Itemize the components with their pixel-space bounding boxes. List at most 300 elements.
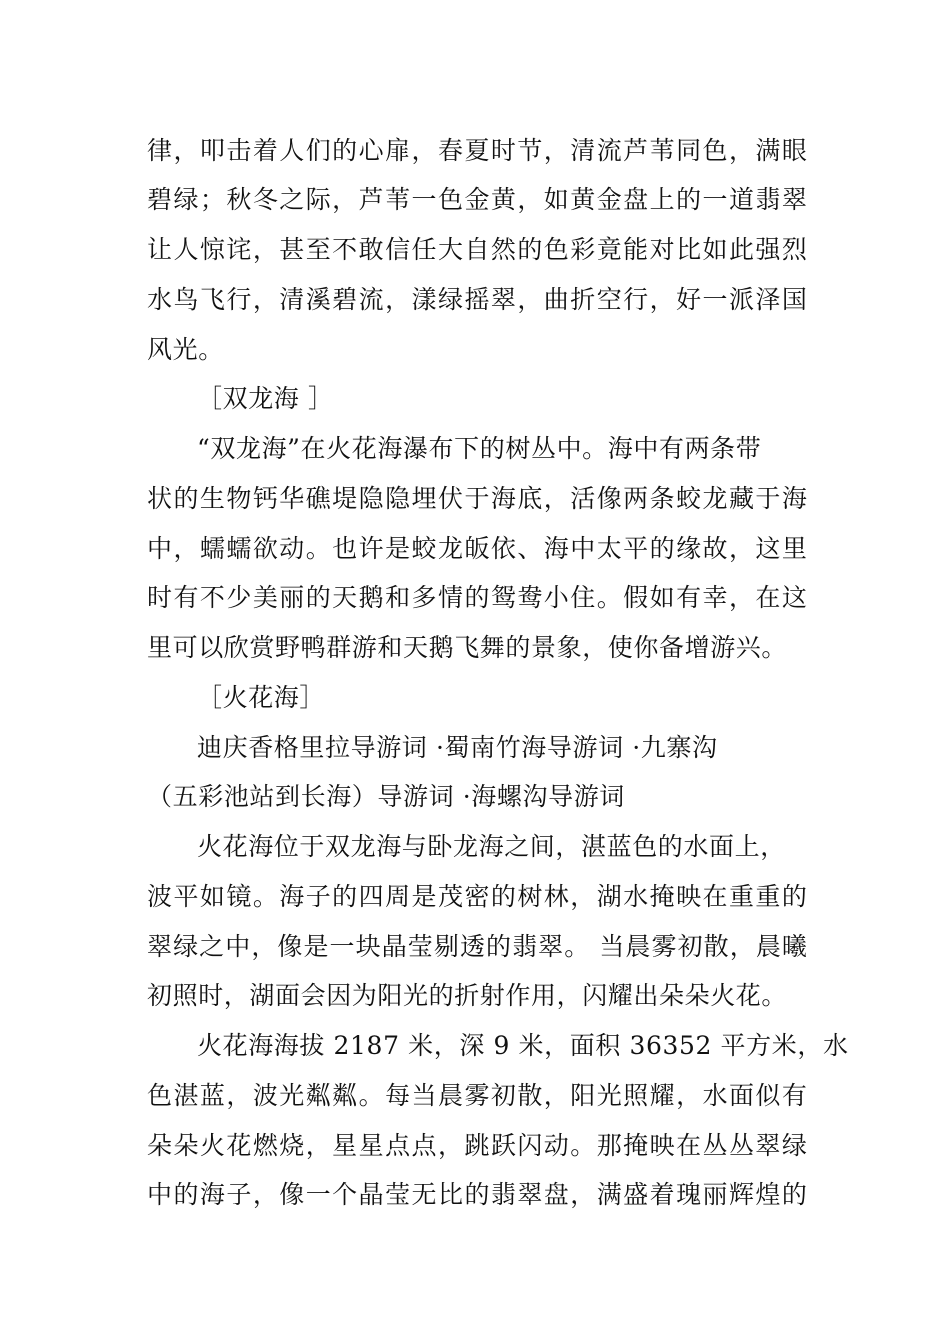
glyph: 星 [332, 1131, 358, 1160]
glyph: 甚 [279, 235, 305, 264]
glyph: 击 [226, 136, 252, 165]
glyph: 曲 [543, 285, 569, 314]
glyph [590, 931, 598, 963]
glyph: 幸 [702, 583, 728, 612]
glyph: 漾 [411, 285, 437, 314]
glyph: 信 [385, 235, 411, 264]
glyph: 。 [570, 1131, 596, 1160]
glyph: ， [676, 1081, 702, 1110]
glyph: 之 [199, 932, 225, 961]
glyph: ， [226, 1081, 252, 1110]
glyph: 密 [464, 882, 490, 911]
glyph: 水 [623, 882, 649, 911]
glyph: 面 [728, 1081, 754, 1110]
glyph: 鸳 [490, 583, 516, 612]
glyph: 礁 [305, 484, 331, 513]
glyph: 伏 [437, 484, 463, 513]
text-line [147, 284, 807, 316]
glyph: 似 [755, 1081, 781, 1110]
glyph: 无 [411, 1180, 437, 1209]
glyph: 翠 [538, 932, 564, 961]
glyph: 着 [649, 1180, 675, 1209]
glyph: ， [517, 285, 543, 314]
glyph: 的 [332, 136, 358, 165]
glyph: 中 [147, 534, 173, 563]
glyph: ， [385, 285, 411, 314]
glyph: 的 [464, 1180, 490, 1209]
glyph: 大 [437, 235, 463, 264]
glyph: 彩 [570, 235, 596, 264]
glyph: 四 [358, 882, 384, 911]
glyph: 少 [226, 583, 252, 612]
glyph: 火 [199, 1131, 225, 1160]
glyph: 是 [303, 932, 329, 961]
related-links-line: 迪庆香格里拉导游词 ·蜀南竹海导游词 ·九寨沟 [197, 733, 718, 762]
glyph: 冬 [252, 185, 278, 214]
glyph: 翡 [755, 185, 781, 214]
glyph: 色 [147, 1081, 173, 1110]
glyph: 道 [728, 185, 754, 214]
glyph: 让 [147, 235, 173, 264]
glyph: ， [649, 285, 675, 314]
glyph: 行 [623, 285, 649, 314]
glyph: 烧 [279, 1131, 305, 1160]
glyph: 在 [755, 583, 781, 612]
glyph: 个 [332, 1180, 358, 1209]
glyph: 然 [490, 235, 516, 264]
glyph: 竟 [596, 235, 622, 264]
glyph: 律 [147, 136, 173, 165]
text-line [147, 881, 807, 913]
glyph: 不 [332, 235, 358, 264]
glyph: 同 [676, 136, 702, 165]
glyph: 煌 [755, 1180, 781, 1209]
glyph: ， [728, 583, 754, 612]
glyph: 色 [437, 185, 463, 214]
glyph: 比 [437, 1180, 463, 1209]
glyph: 满 [596, 1180, 622, 1209]
glyph: 好 [676, 285, 702, 314]
glyph: 一 [702, 185, 728, 214]
glyph: 。 [252, 882, 278, 911]
glyph: 花 [226, 1131, 252, 1160]
glyph: 茂 [437, 882, 463, 911]
glyph: 初 [677, 932, 703, 961]
glyph: 依 [490, 534, 516, 563]
glyph: 节 [517, 136, 543, 165]
glyph: 的 [173, 484, 199, 513]
text-line [147, 483, 807, 515]
glyph: 们 [305, 136, 331, 165]
glyph: 。 [596, 583, 622, 612]
glyph: 行 [226, 285, 252, 314]
glyph: 的 [649, 534, 675, 563]
glyph: 在 [676, 1131, 702, 1160]
glyph: 光 [279, 1081, 305, 1110]
glyph: 状 [147, 484, 173, 513]
glyph: 辉 [728, 1180, 754, 1209]
text-line: 火花海位于双龙海与卧龙海之间，湛蓝色的水面上， [197, 832, 786, 861]
glyph: 朵 [147, 1131, 173, 1160]
text-line [147, 1080, 807, 1112]
glyph: 盘 [623, 185, 649, 214]
glyph: 丛 [728, 1131, 754, 1160]
glyph: 流 [596, 136, 622, 165]
glyph: 清 [570, 136, 596, 165]
glyph: 之 [279, 185, 305, 214]
glyph: 水 [702, 1081, 728, 1110]
text-line [147, 184, 807, 216]
glyph: 空 [596, 285, 622, 314]
glyph: 散 [703, 932, 729, 961]
glyph: 此 [728, 235, 754, 264]
glyph: 如 [543, 185, 569, 214]
glyph: 碧 [332, 285, 358, 314]
glyph: 树 [517, 882, 543, 911]
glyph: 动 [543, 1131, 569, 1160]
glyph: 光 [596, 1081, 622, 1110]
glyph: 波 [252, 1081, 278, 1110]
glyph: 欲 [252, 534, 278, 563]
glyph: 周 [385, 882, 411, 911]
glyph: 盛 [623, 1180, 649, 1209]
text-line: 里可以欣赏野鸭群游和天鹅飞舞的景象，使你备增游兴。 [147, 633, 788, 662]
glyph: 生 [199, 484, 225, 513]
glyph: 翡 [490, 1180, 516, 1209]
text-line [147, 1179, 807, 1211]
glyph: 人 [173, 235, 199, 264]
glyph: 波 [147, 882, 173, 911]
glyph: 假 [623, 583, 649, 612]
glyph: 燃 [252, 1131, 278, 1160]
glyph: 流 [358, 285, 384, 314]
glyph: 。 [358, 1081, 384, 1110]
glyph: 也 [332, 534, 358, 563]
glyph: ， [252, 285, 278, 314]
glyph: 金 [464, 185, 490, 214]
glyph: 美 [252, 583, 278, 612]
glyph: 许 [358, 534, 384, 563]
glyph: 如 [199, 882, 225, 911]
glyph: 晶 [358, 1180, 384, 1209]
glyph: 像 [596, 484, 622, 513]
glyph: 住 [570, 583, 596, 612]
glyph: 在 [702, 882, 728, 911]
glyph: 色 [702, 136, 728, 165]
glyph: 埋 [411, 484, 437, 513]
glyph: 和 [385, 583, 411, 612]
glyph: 堤 [332, 484, 358, 513]
glyph: 星 [358, 1131, 384, 1160]
glyph: 鹅 [358, 583, 384, 612]
glyph: 的 [676, 185, 702, 214]
glyph: 、 [517, 534, 543, 563]
glyph: 芦 [623, 136, 649, 165]
glyph: 任 [411, 235, 437, 264]
glyph: 钙 [252, 484, 278, 513]
glyph: ， [543, 1081, 569, 1110]
glyph: 的 [781, 882, 807, 911]
glyph: 掩 [649, 882, 675, 911]
glyph: ， [729, 932, 755, 961]
glyph: 摇 [464, 285, 490, 314]
glyph: 条 [649, 484, 675, 513]
glyph: ， [517, 185, 543, 214]
glyph: 像 [279, 1180, 305, 1209]
glyph: 掩 [623, 1131, 649, 1160]
glyph: 丽 [702, 1180, 728, 1209]
text-line [147, 931, 807, 963]
glyph: 的 [486, 932, 512, 961]
glyph: 强 [755, 235, 781, 264]
glyph: 秋 [226, 185, 252, 214]
glyph: 雾 [464, 1081, 490, 1110]
glyph: ， [332, 185, 358, 214]
glyph: 中 [570, 534, 596, 563]
glyph: ， [305, 1131, 331, 1160]
glyph: 透 [459, 932, 485, 961]
glyph: 烈 [781, 235, 807, 264]
glyph: 黄 [570, 185, 596, 214]
glyph: 泽 [755, 285, 781, 314]
glyph: 丛 [702, 1131, 728, 1160]
glyph: 折 [570, 285, 596, 314]
glyph: 际 [305, 185, 331, 214]
text-line: 风光。 [147, 335, 224, 364]
glyph: 水 [147, 285, 173, 314]
glyph: 朵 [173, 1131, 199, 1160]
glyph: 芦 [358, 185, 384, 214]
glyph: 翡 [512, 932, 538, 961]
glyph: 能 [623, 235, 649, 264]
glyph: 林 [543, 882, 569, 911]
glyph: 剔 [433, 932, 459, 961]
glyph: 散 [517, 1081, 543, 1110]
glyph: 瑰 [676, 1180, 702, 1209]
glyph: 跳 [464, 1131, 490, 1160]
glyph: 有 [781, 1081, 807, 1110]
glyph: 的 [517, 235, 543, 264]
glyph: 跃 [490, 1131, 516, 1160]
glyph: 平 [173, 882, 199, 911]
glyph: 当 [599, 932, 625, 961]
glyph: ， [173, 136, 199, 165]
glyph: 翠 [517, 1180, 543, 1209]
glyph: 盘 [543, 1180, 569, 1209]
glyph: ， [570, 1180, 596, 1209]
glyph: 苇 [649, 136, 675, 165]
glyph: 像 [277, 932, 303, 961]
glyph: 心 [358, 136, 384, 165]
glyph: 。 [305, 534, 331, 563]
glyph: 海 [279, 882, 305, 911]
glyph: 海 [543, 534, 569, 563]
glyph: 皈 [464, 534, 490, 563]
glyph: 闪 [517, 1131, 543, 1160]
text-line [147, 1130, 807, 1162]
glyph: 照 [623, 1081, 649, 1110]
glyph: 的 [464, 583, 490, 612]
glyph: 有 [676, 583, 702, 612]
glyph: 翠 [490, 285, 516, 314]
glyph: 的 [305, 583, 331, 612]
glyph: 一 [411, 185, 437, 214]
glyph: 时 [147, 583, 173, 612]
text-line [147, 582, 807, 614]
glyph: 惊 [199, 235, 225, 264]
glyph: 粼 [332, 1081, 358, 1110]
glyph: 中 [225, 932, 251, 961]
glyph: 扉 [385, 136, 411, 165]
glyph: 湛 [173, 1081, 199, 1110]
glyph: 国 [781, 285, 807, 314]
text-line: 火花海海拔 2187 米，深 9 米，面积 36352 平方米，水 [197, 1031, 849, 1060]
glyph: 的 [781, 1180, 807, 1209]
glyph: 春 [437, 136, 463, 165]
glyph: 天 [332, 583, 358, 612]
glyph: 莹 [407, 932, 433, 961]
glyph: 蠕 [226, 534, 252, 563]
glyph: 于 [755, 484, 781, 513]
glyph: 底 [517, 484, 543, 513]
glyph: ； [199, 185, 225, 214]
glyph: ， [728, 534, 754, 563]
glyph: 子 [305, 882, 331, 911]
glyph: 华 [279, 484, 305, 513]
glyph: 一 [305, 1180, 331, 1209]
glyph: 夏 [464, 136, 490, 165]
glyph: 耀 [649, 1081, 675, 1110]
glyph: 一 [329, 932, 355, 961]
glyph: 太 [596, 534, 622, 563]
glyph: 不 [199, 583, 225, 612]
glyph: 绿 [173, 932, 199, 961]
glyph: 翠 [781, 185, 807, 214]
glyph: 隐 [358, 484, 384, 513]
glyph: 龙 [437, 534, 463, 563]
glyph: 这 [781, 583, 807, 612]
glyph: 多 [411, 583, 437, 612]
glyph: 情 [437, 583, 463, 612]
glyph: 眼 [781, 136, 807, 165]
glyph: 平 [623, 534, 649, 563]
glyph: 海 [490, 484, 516, 513]
glyph: 海 [199, 1180, 225, 1209]
glyph: ， [252, 235, 278, 264]
glyph: 雾 [651, 932, 677, 961]
glyph: 晶 [381, 932, 407, 961]
glyph: 块 [355, 932, 381, 961]
glyph: 丽 [279, 583, 305, 612]
glyph: 当 [411, 1081, 437, 1110]
glyph: 中 [147, 1180, 173, 1209]
glyph: 隐 [385, 484, 411, 513]
glyph: 龙 [702, 484, 728, 513]
glyph: 曦 [781, 932, 807, 961]
glyph: 是 [411, 882, 437, 911]
glyph: 一 [702, 285, 728, 314]
glyph: 子 [226, 1180, 252, 1209]
related-links-line: （五彩池站到长海）导游词 ·海螺沟导游词 [147, 782, 625, 811]
glyph: 色 [543, 235, 569, 264]
glyph: 鸟 [173, 285, 199, 314]
glyph: 绿 [437, 285, 463, 314]
glyph: 那 [596, 1131, 622, 1160]
glyph: 的 [332, 882, 358, 911]
glyph: 溪 [305, 285, 331, 314]
glyph: 蓝 [199, 1081, 225, 1110]
text-line [147, 234, 807, 266]
glyph: ， [728, 136, 754, 165]
glyph: 。 [564, 932, 590, 961]
glyph: 晨 [625, 932, 651, 961]
glyph: 这 [755, 534, 781, 563]
glyph: ， [173, 534, 199, 563]
glyph: 缘 [676, 534, 702, 563]
glyph: 初 [490, 1081, 516, 1110]
glyph: 着 [252, 136, 278, 165]
glyph: 故 [702, 534, 728, 563]
glyph: 活 [570, 484, 596, 513]
glyph: 人 [279, 136, 305, 165]
glyph: 蛟 [676, 484, 702, 513]
glyph: 小 [543, 583, 569, 612]
glyph: 有 [173, 583, 199, 612]
glyph: 蠕 [199, 534, 225, 563]
glyph: 金 [596, 185, 622, 214]
glyph: 物 [226, 484, 252, 513]
glyph: ， [570, 882, 596, 911]
glyph: 两 [623, 484, 649, 513]
glyph: 翠 [147, 932, 173, 961]
text-line [147, 533, 807, 565]
section-heading-shuanglonghai: ［双龙海 ］ [197, 384, 334, 413]
glyph: 对 [649, 235, 675, 264]
glyph: 的 [173, 1180, 199, 1209]
glyph: 敢 [358, 235, 384, 264]
glyph: 时 [490, 136, 516, 165]
glyph: 每 [385, 1081, 411, 1110]
glyph: 满 [755, 136, 781, 165]
glyph: 粼 [305, 1081, 331, 1110]
glyph: 动 [279, 534, 305, 563]
glyph: 海 [781, 484, 807, 513]
text-line: 初照时，湖面会因为阳光的折射作用，闪耀出朵朵火花。 [147, 981, 788, 1010]
glyph: 镜 [226, 882, 252, 911]
glyph: 诧 [226, 235, 252, 264]
glyph: 晨 [755, 932, 781, 961]
text-line: “双龙海”在火花海瀑布下的树丛中。海中有两条带 [197, 434, 762, 463]
glyph: 上 [649, 185, 675, 214]
glyph: 苇 [385, 185, 411, 214]
glyph: 莹 [385, 1180, 411, 1209]
glyph: 藏 [728, 484, 754, 513]
glyph: 叩 [199, 136, 225, 165]
glyph: 如 [702, 235, 728, 264]
glyph: 点 [411, 1131, 437, 1160]
glyph: 晨 [437, 1081, 463, 1110]
glyph: 绿 [781, 1131, 807, 1160]
glyph: ， [437, 1131, 463, 1160]
glyph: 蛟 [411, 534, 437, 563]
glyph: ， [252, 1180, 278, 1209]
glyph: 比 [676, 235, 702, 264]
glyph: ， [543, 136, 569, 165]
glyph: 重 [728, 882, 754, 911]
glyph: 湖 [596, 882, 622, 911]
glyph: 如 [649, 583, 675, 612]
glyph: 点 [385, 1131, 411, 1160]
